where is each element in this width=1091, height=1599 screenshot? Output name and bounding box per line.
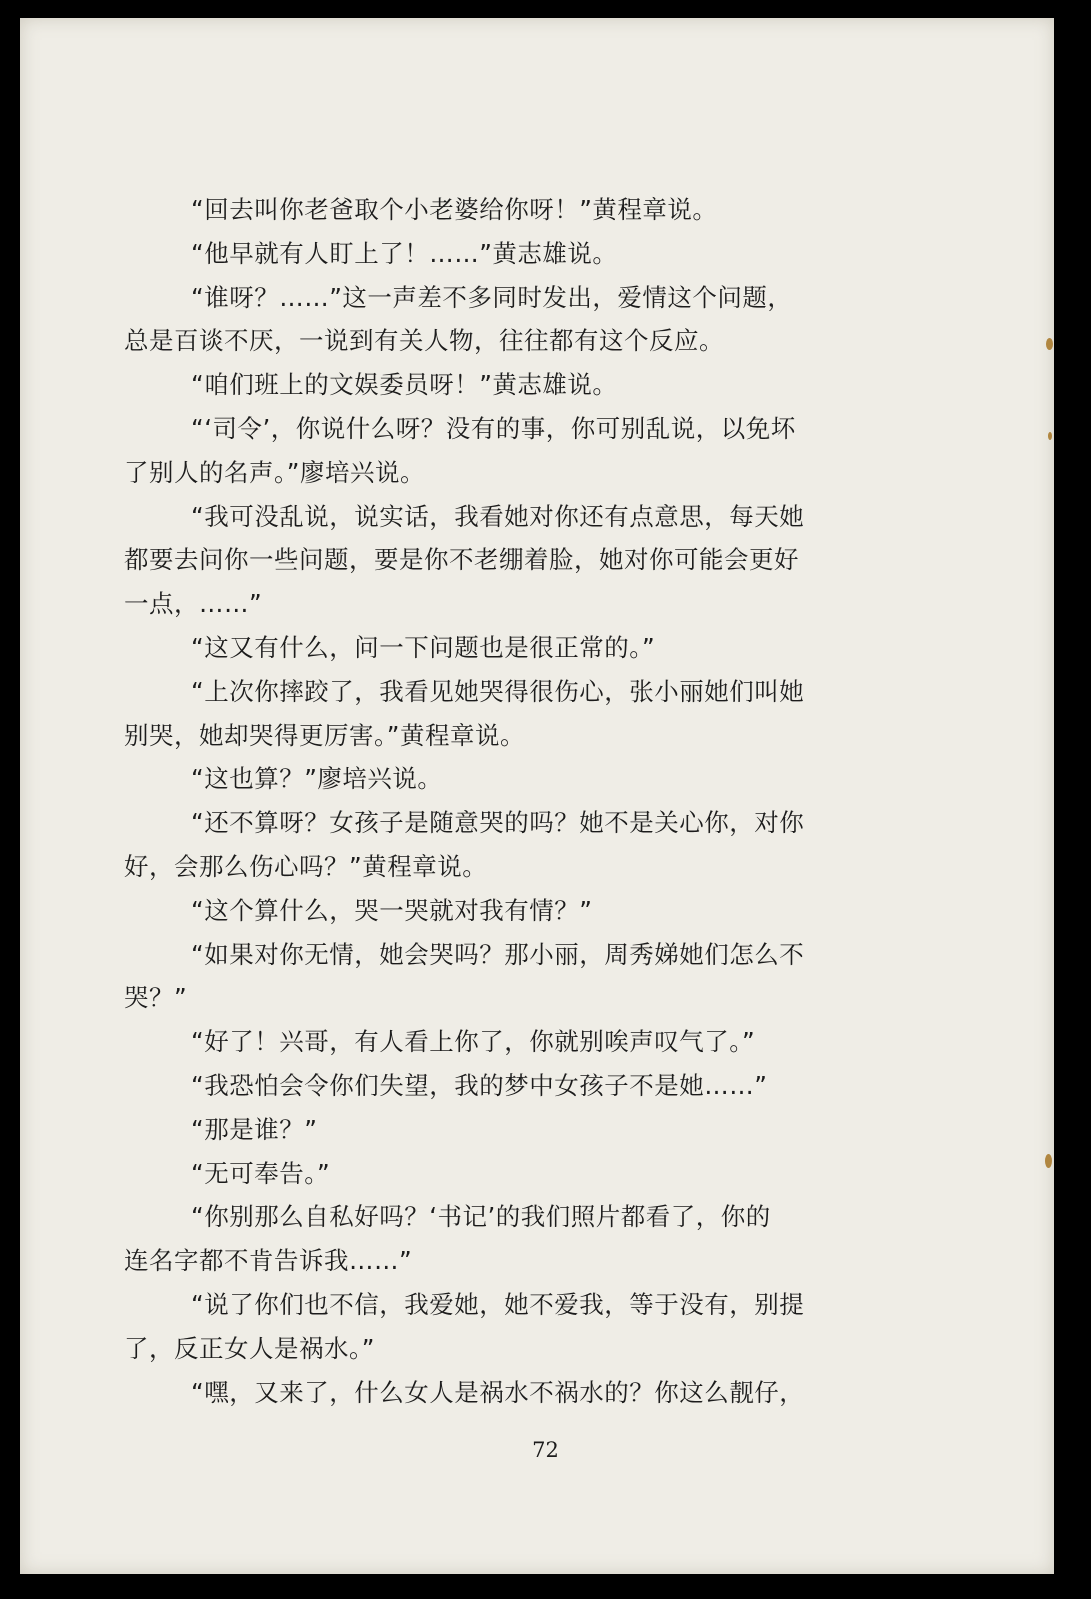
text-line: “那是谁？” (191, 1114, 318, 1144)
text-line: “还不算呀？女孩子是随意哭的吗？她不是关心你，对你 (191, 808, 805, 838)
text-line: “咱们班上的文娱委员呀！”黄志雄说。 (191, 370, 618, 400)
text-line: 一点，……” (124, 589, 263, 619)
text-line: “‘司令’，你说什么呀？没有的事，你可别乱说，以免坏 (191, 413, 796, 443)
text-line: “他早就有人盯上了！……”黄志雄说。 (191, 238, 618, 268)
paper-stain (1046, 338, 1053, 350)
page-number: 72 (532, 1438, 559, 1462)
paper-stain (1048, 432, 1052, 440)
text-line: “这又有什么，问一下问题也是很正常的。” (191, 632, 656, 662)
text-line: “我恐怕会令你们失望，我的梦中女孩子不是她……” (191, 1070, 768, 1100)
text-line: 总是百谈不厌，一说到有关人物，往往都有这个反应。 (124, 326, 724, 356)
text-line: “上次你摔跤了，我看见她哭得很伤心，张小丽她们叫她 (191, 676, 805, 706)
text-line: “如果对你无情，她会哭吗？那小丽，周秀娣她们怎么不 (191, 939, 805, 969)
paper-stain (1045, 1154, 1052, 1168)
body-text (124, 188, 924, 1414)
text-line: “我可没乱说，说实话，我看她对你还有点意思，每天她 (191, 501, 805, 531)
text-line: “这个算什么，哭一哭就对我有情？” (191, 895, 593, 925)
text-line: 了别人的名声。”廖培兴说。 (124, 457, 425, 487)
text-line: “嘿，又来了，什么女人是祸水不祸水的？你这么靓仔， (191, 1377, 805, 1407)
text-line: “无可奉告。” (191, 1158, 331, 1188)
text-line: 了，反正女人是祸水。” (124, 1333, 375, 1363)
text-line: 都要去问你一些问题，要是你不老绷着脸，她对你可能会更好 (124, 545, 799, 575)
text-line: 别哭，她却哭得更厉害。”黄程章说。 (124, 720, 525, 750)
text-line: 好，会那么伤心吗？”黄程章说。 (124, 851, 488, 881)
text-line: “这也算？”廖培兴说。 (191, 764, 443, 794)
text-line: 哭？” (124, 983, 188, 1013)
text-line: “谁呀？……”这一声差不多同时发出，爱情这个问题， (191, 282, 793, 312)
text-line: “你别那么自私好吗？‘书记’的我们照片都看了，你的 (191, 1202, 771, 1232)
text-line: “回去叫你老爸取个小老婆给你呀！”黄程章说。 (191, 195, 718, 224)
text-line: “好了！兴哥，有人看上你了，你就别唉声叹气了。” (191, 1027, 756, 1057)
text-line: 连名字都不肯告诉我……” (124, 1246, 413, 1276)
text-line: “说了你们也不信，我爱她，她不爱我，等于没有，别提 (191, 1289, 805, 1319)
